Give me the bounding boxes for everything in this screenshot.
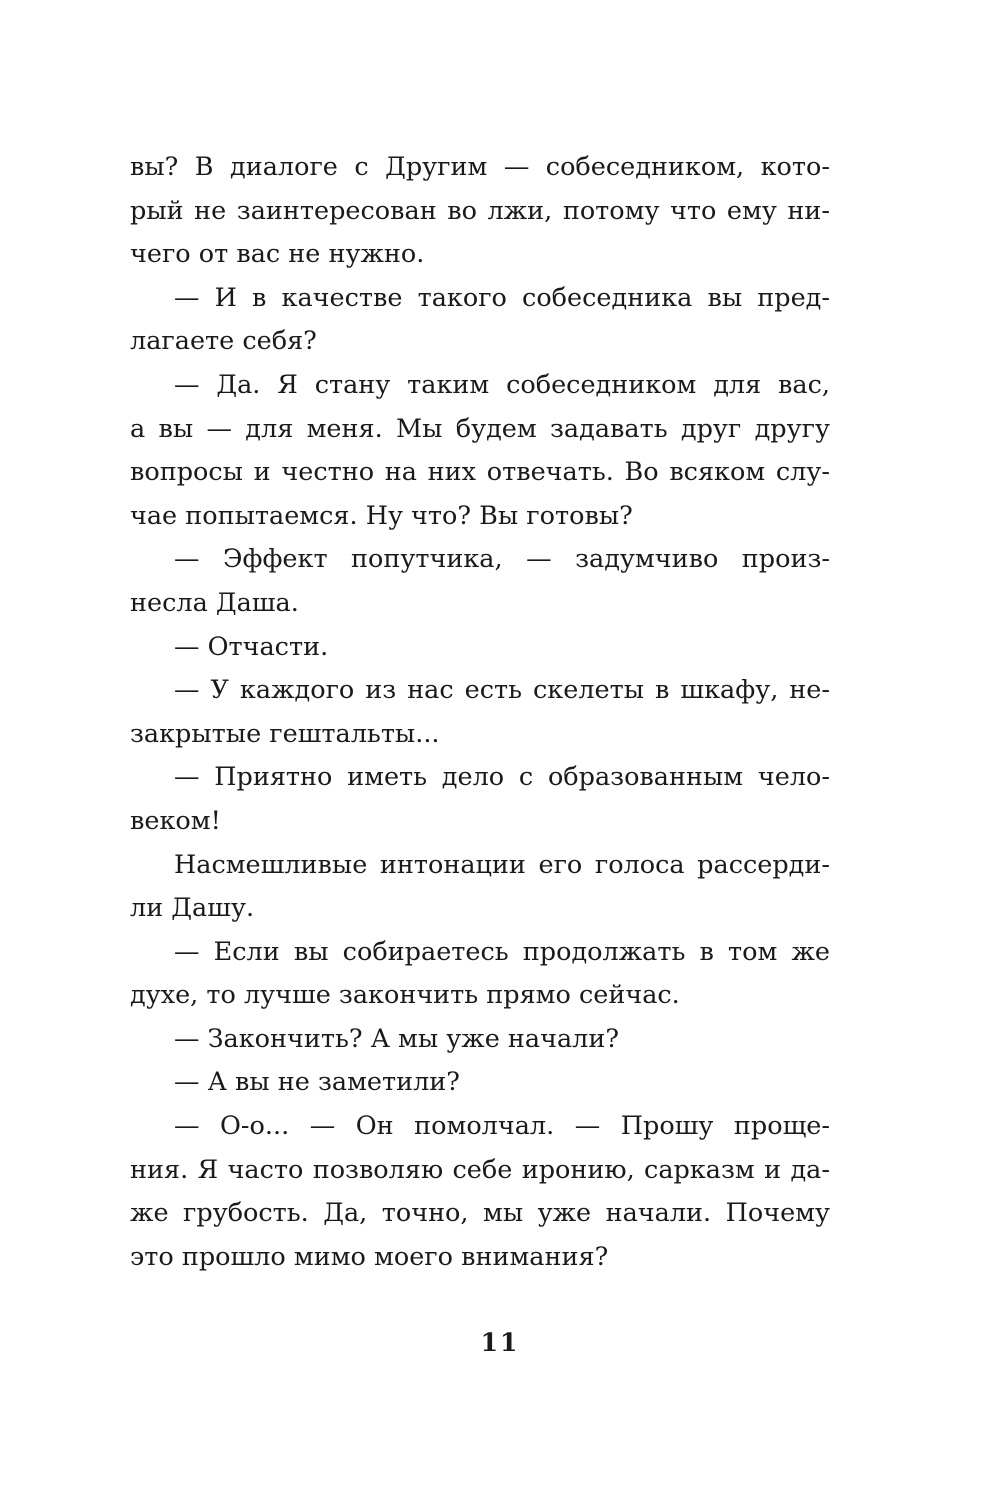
text-line: веком!: [130, 805, 221, 836]
text-line: это прошло мимо моего внимания?: [130, 1241, 609, 1272]
text-line: — Если вы собираетесь продолжать в том же: [174, 936, 830, 967]
text-line: же грубость. Да, точно, мы уже начали. Почему: [130, 1198, 830, 1229]
text-line: Насмешливые интонации его голоса рассерди-: [174, 849, 830, 880]
text-line: — А вы не заметили?: [174, 1067, 460, 1098]
text-line: — Приятно иметь дело с образованным чело-: [174, 762, 830, 793]
text-line: — И в качестве такого собеседника вы пред-: [174, 282, 830, 313]
text-line: ния. Я часто позволяю себе иронию, сарказм и да-: [130, 1154, 830, 1185]
text-line: лагаете себя?: [130, 326, 317, 357]
text-line: — О-о... — Он помолчал. — Прошу проще-: [174, 1111, 830, 1142]
text-line: ли Дашу.: [130, 893, 255, 924]
body-text: [130, 146, 830, 1279]
text-line: — Закончить? А мы уже начали?: [174, 1023, 620, 1054]
text-line: а вы — для меня. Мы будем задавать друг другу: [130, 413, 830, 444]
text-line: — Эффект попутчика, — задумчиво произ-: [174, 544, 830, 575]
text-line: чего от вас не нужно.: [130, 239, 425, 270]
text-line: несла Даша.: [130, 587, 299, 618]
text-line: закрытые гештальты...: [130, 718, 440, 749]
text-line: — Да. Я стану таким собеседником для вас,: [174, 369, 830, 400]
text-line: вопросы и честно на них отвечать. Во всяком слу-: [130, 457, 830, 488]
text-line: — У каждого из нас есть скелеты в шкафу, не-: [174, 675, 830, 706]
page-number: 11: [480, 1328, 520, 1357]
text-line: — Отчасти.: [174, 631, 329, 662]
text-line: рый не заинтересован во лжи, потому что ему ни-: [130, 195, 830, 226]
text-line: вы? В диалоге с Другим — собеседником, кото-: [130, 152, 830, 182]
text-line: духе, то лучше закончить прямо сейчас.: [130, 980, 680, 1011]
text-line: чае попытаемся. Ну что? Вы готовы?: [130, 500, 633, 531]
